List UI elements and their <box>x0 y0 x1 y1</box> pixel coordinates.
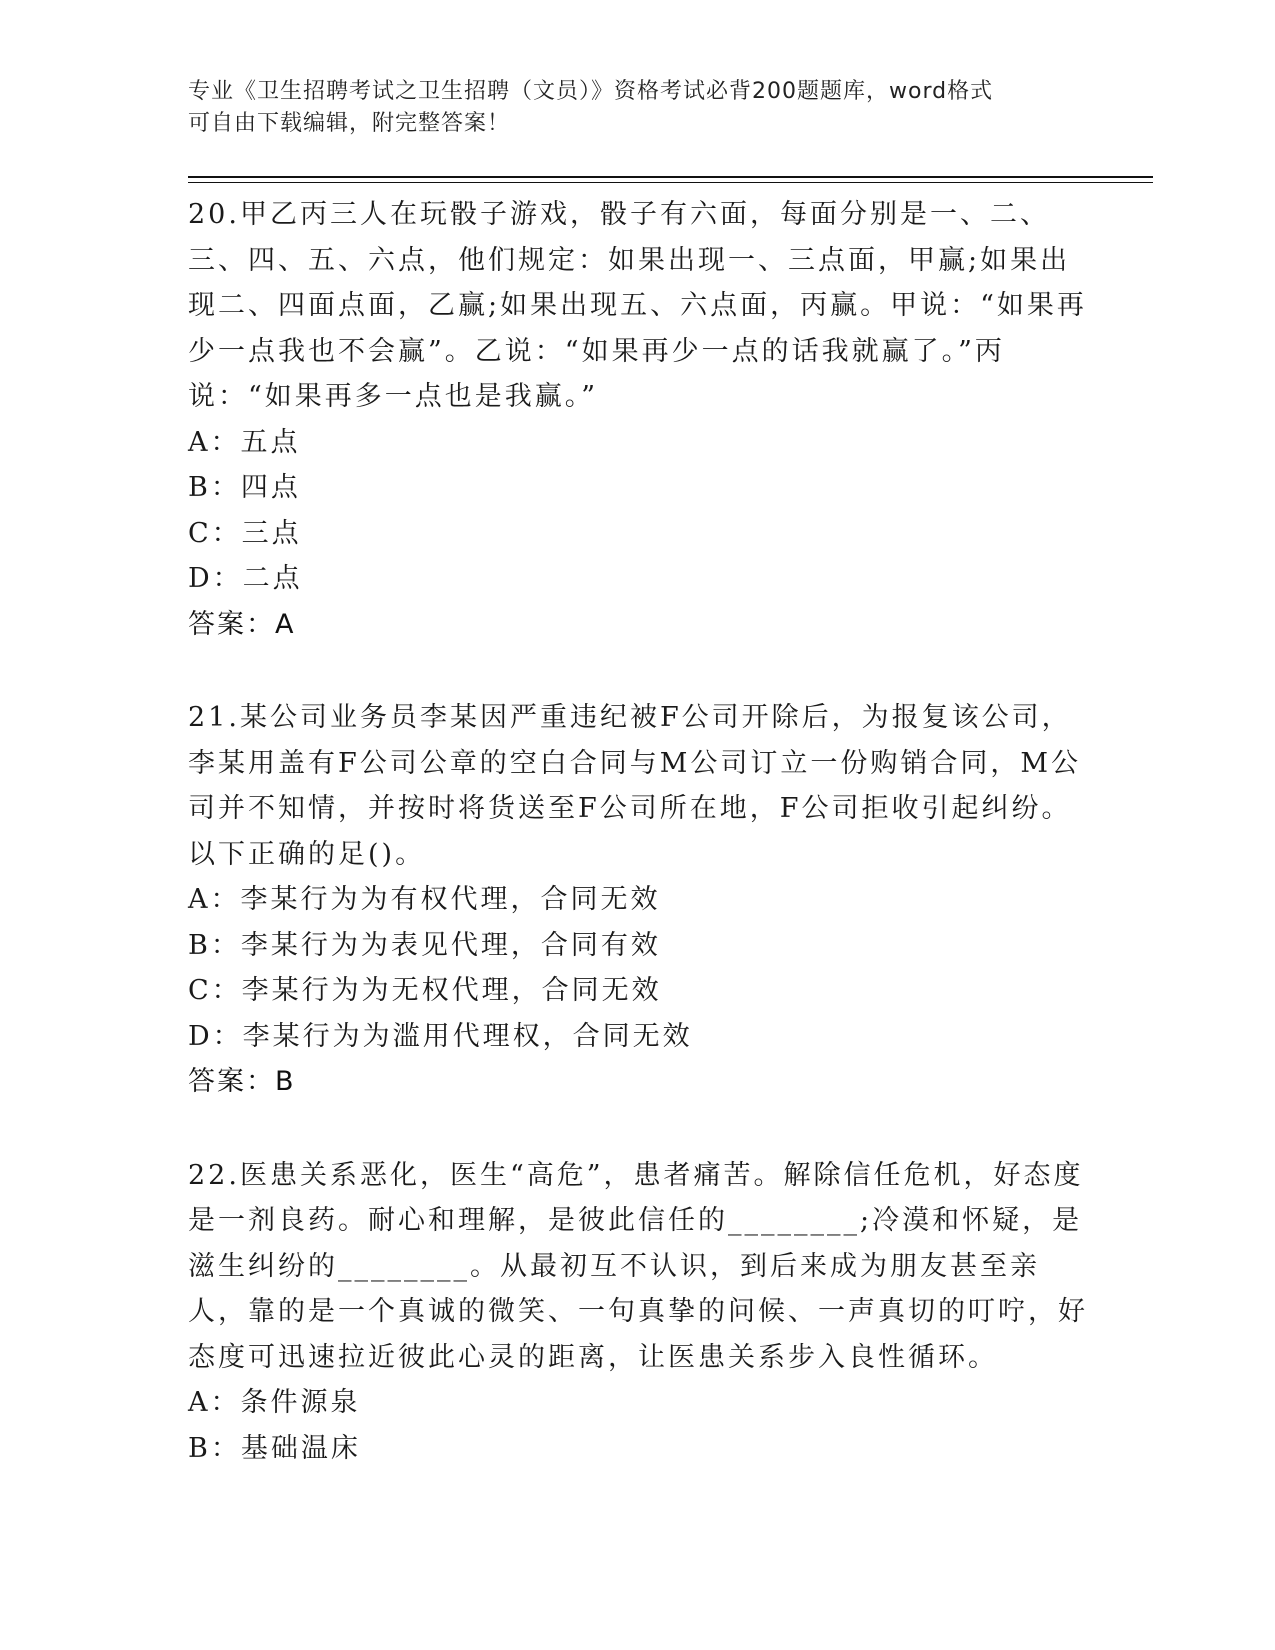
option-a: A：五点 <box>188 426 301 458</box>
option-a: A：条件源泉 <box>188 1387 361 1418</box>
question-stem: 20.甲乙丙三人在玩骰子游戏，骰子有六面，每面分别是一、二、三、四、五、六点，他们规定：如果出现一、三点面，甲赢;如果出现二、四面点面，乙赢;如果出现五、六点面，丙赢。甲说：“如果再少一点我也不会赢”。乙说：“如果再少一点的话我就赢了。”丙说：“如果再多一点也是我赢。” <box>188 199 1087 412</box>
option-c: C：李某行为为无权代理，合同无效 <box>188 975 662 1006</box>
header-rule-thin <box>188 182 1153 183</box>
question-20 <box>188 192 1088 647</box>
option-b: B：基础温床 <box>188 1432 361 1464</box>
header-line-2: 可自由下载编辑，附完整答案！ <box>188 111 511 136</box>
header-line-1: 专业《卫生招聘考试之卫生招聘（文员）》资格考试必背200题题库，word格式 <box>188 79 994 104</box>
option-b: B：四点 <box>188 472 301 503</box>
option-b: B：李某行为为表见代理，合同有效 <box>188 929 661 961</box>
option-d: D：李某行为为滥用代理权，合同无效 <box>188 1020 693 1052</box>
document-header <box>188 76 1068 140</box>
option-d: D：二点 <box>188 563 303 594</box>
question-stem: 22.医患关系恶化，医生“高危”，患者痛苦。解除信任危机，好态度是一剂良药。耐心和理解，是彼此信任的________;冷漠和怀疑，是滋生纠纷的________。从最初互不认识，到后来成为朋友甚至亲人，靠的是一个真诚的微笑、一句真挚的问候、一声真切的叮咛，好态度可迅速拉近彼此心灵的距离，让医患关系步入良性循环。 <box>188 1159 1088 1373</box>
option-a: A：李某行为为有权代理，合同无效 <box>188 884 661 915</box>
option-c: C：三点 <box>188 517 302 549</box>
question-22 <box>188 1153 1088 1472</box>
question-list <box>188 192 1088 1519</box>
answer: 答案：B <box>188 1066 296 1097</box>
question-stem: 21.某公司业务员李某因严重违纪被F公司开除后，为报复该公司，李某用盖有F公司公章的空白合同与M公司订立一份购销合同，M公司并不知情，并按时将货送至F公司所在地，F公司拒收引起纠纷。以下正确的足()。 <box>188 702 1082 870</box>
header-rule-thick <box>188 176 1153 178</box>
answer: 答案：A <box>188 608 296 640</box>
question-21 <box>188 695 1088 1105</box>
